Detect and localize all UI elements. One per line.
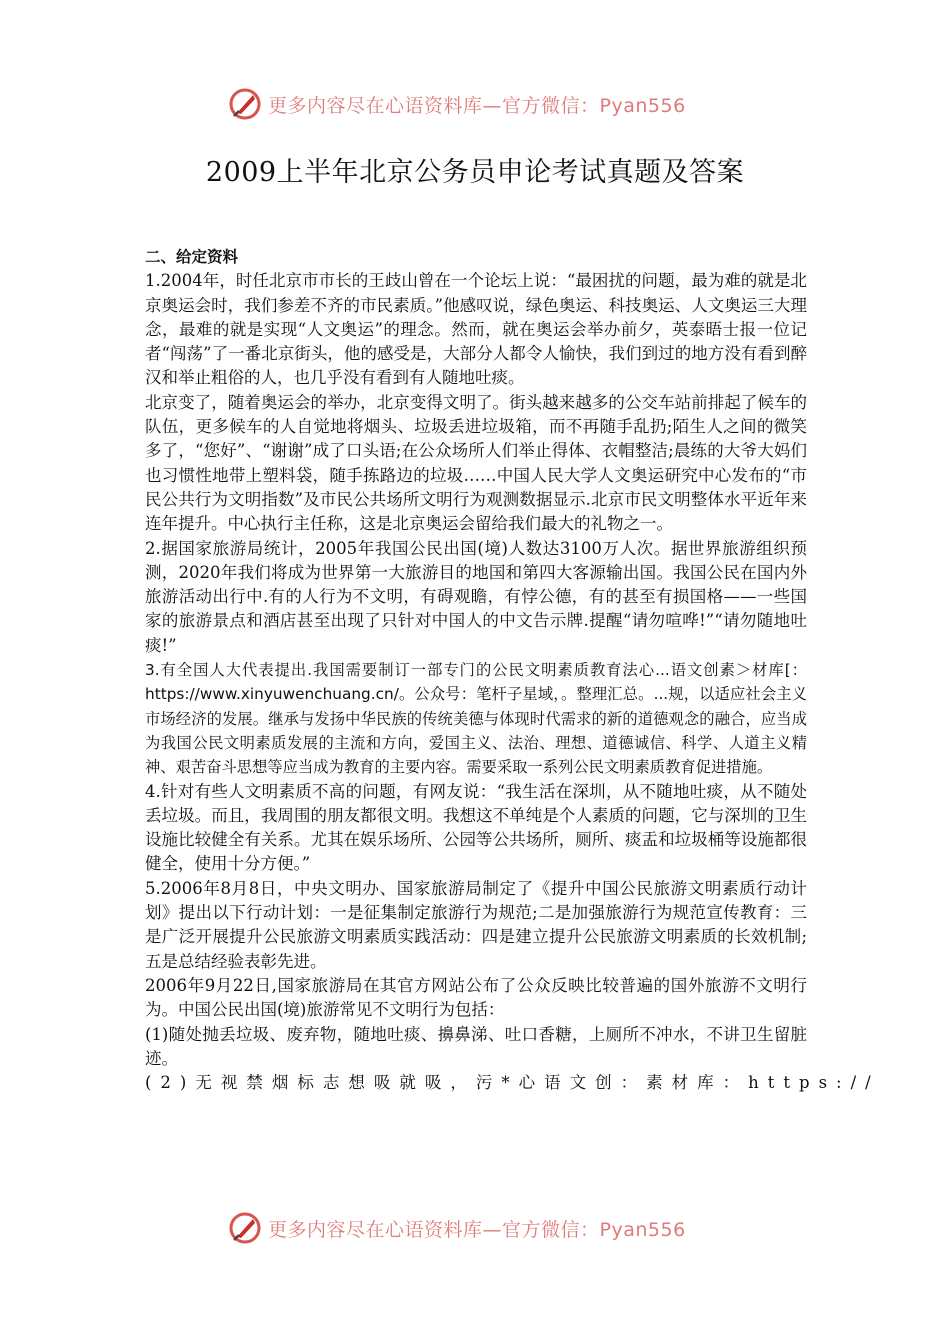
watermark-text: 更多内容尽在心语资料库—官方微信：Pyan556 [268, 94, 686, 117]
paragraph: 2006年9月22日,国家旅游局在其官方网站公布了公众反映比较普遍的国外旅游不文明行为。中国公民出国(境)旅游常见不文明行为包括： [145, 975, 807, 1020]
section-heading: 二、给定资料 [145, 248, 239, 266]
footer-watermark [228, 1208, 728, 1248]
paragraph: 4.针对有些人文明素质不高的问题，有网友说：“我生活在深圳，从不随地吐痰，从不随处丢垃圾。而且，我周围的朋友都很文明。我想这不单纯是个人素质的问题，它与深圳的卫生设施比较健全有关系。尤其在娱乐场所、公园等公共场所，厕所、痰盂和垃圾桶等设施都很健全，使用十分方便。” [145, 781, 807, 874]
quill-logo-icon [228, 1211, 262, 1245]
paragraph: 北京变了，随着奥运会的举办，北京变得文明了。街头越来越多的公交车站前排起了候车的队伍，更多候车的人自觉地将烟头、垃圾丢进垃圾箱，而不再随手乱扔;陌生人之间的微笑多了，“您好”、“谢谢”成了口头语;在公众场所人们举止得体、衣帽整洁;晨练的大爷大妈们也习惯性地带上塑料袋，随手拣路边的垃圾……中国人民大学人文奥运研究中心发布的“市民公共行为文明指数”及市民公共场所文明行为观测数据显示.北京市民文明整体水平近年来连年提升。中心执行主任称，这是北京奥运会留给我们最大的礼物之一。 [145, 392, 807, 534]
paragraph: 1.2004年，时任北京市市长的王歧山曾在一个论坛上说：“最困扰的问题，最为难的就是北京奥运会时，我们参差不齐的市民素质。”他感叹说，绿色奥运、科技奥运、人文奥运三大理念，最难的就是实现“人文奥运”的理念。然而，就在奥运会举办前夕，英泰晤士报一位记者“闯荡”了一番北京街头，他的感受是，大部分人都令人愉快，我们到过的地方没有看到醉汉和举止粗俗的人，也几乎没有看到有人随地吐痰。 [145, 271, 807, 388]
quill-logo-icon [228, 87, 262, 121]
document-title: 2009上半年北京公务员申论考试真题及答案 [205, 157, 745, 188]
paragraph: (1)随处抛丢垃圾、废弃物，随地吐痰、擤鼻涕、吐口香糖，上厕所不冲水，不讲卫生留脏迹。 [145, 1024, 807, 1068]
header-watermark [228, 84, 728, 124]
paragraph: (2)无视禁烟标志想吸就吸，污*心语文创：素材库：https:// [145, 1073, 880, 1093]
watermark-text: 更多内容尽在心语资料库—官方微信：Pyan556 [268, 1218, 686, 1241]
paragraph: 5.2006年8月8日，中央文明办、国家旅游局制定了《提升中国公民旅游文明素质行动计划》提出以下行动计划：一是征集制定旅游行为规范;二是加强旅游行为规范宣传教育：三是广泛开展提升公民旅游文明素质实践活动：四是建立提升公民旅游文明素质的长效机制;五是总结经验表彰先进。 [145, 878, 807, 971]
paragraph: 2.据国家旅游局统计，2005年我国公民出国(境)人数达3100万人次。据世界旅游组织预测，2020年我们将成为世界第一大旅游目的地国和第四大客源输出国。我国公民在国内外旅游活动出行中.有的人行为不文明，有碍观瞻，有悖公德，有的甚至有损国格——一些国家的旅游景点和酒店甚至出现了只针对中国人的中文告示牌.提醒“请勿喧哗!”“请勿随地吐痰!” [145, 538, 807, 655]
paragraph: 3.有全国人大代表提出.我国需要制订一部专门的公民文明素质教育法心...语文创素＞材库[：https://www.xinyuwenchuang.cn/。公众号：笔杆子星域，。整理汇总。...规，以适应社会主义市场经济的发展。继承与发扬中华民族的传统美德与体现时代需求的新的道德观念的融合，应当成为我国公民文明素质发展的主流和方向，爱国主义、法治、理想、道德诚信、科学、人道主义精神、艰苦奋斗思想等应当成为教育的主要内容。需要采取一系列公民文明素质教育促进措施。 [145, 661, 807, 777]
document-body [145, 245, 880, 1095]
